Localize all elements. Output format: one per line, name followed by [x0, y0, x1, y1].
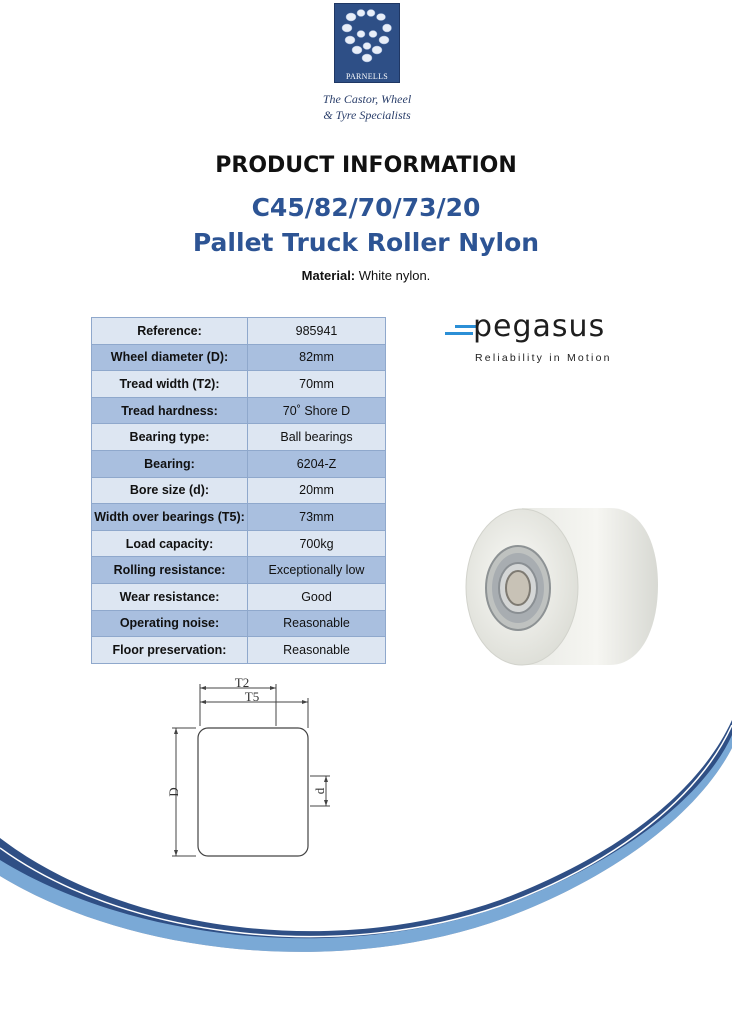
tagline-line-2: & Tyre Specialists: [323, 108, 411, 122]
spec-value: Ball bearings: [248, 424, 386, 451]
spec-key: Operating noise:: [92, 610, 248, 637]
parnells-logo: [334, 3, 400, 83]
spec-key: Floor preservation:: [92, 637, 248, 664]
spec-key: Width over bearings (T5):: [92, 504, 248, 531]
table-row: [92, 637, 386, 664]
pegasus-logo: [445, 309, 620, 368]
spec-key: Rolling resistance:: [92, 557, 248, 584]
spec-value: 73mm: [248, 504, 386, 531]
spec-value: 700kg: [248, 530, 386, 557]
table-row: [92, 610, 386, 637]
spec-value: Good: [248, 583, 386, 610]
table-row: [92, 557, 386, 584]
dim-label-t5: T5: [244, 689, 260, 704]
table-row: [92, 504, 386, 531]
product-name: Pallet Truck Roller Nylon: [192, 228, 540, 257]
product-code: C45/82/70/73/20: [251, 193, 481, 222]
tagline-line-1: The Castor, Wheel: [322, 92, 412, 106]
material-line: [0, 268, 732, 283]
dim-label-d-bore: d: [312, 787, 327, 795]
dim-label-t2: T2: [234, 676, 250, 690]
table-row: [92, 424, 386, 451]
roller-product-image: [460, 500, 665, 675]
spec-value: 82mm: [248, 344, 386, 371]
spec-value: 70˚ Shore D: [248, 397, 386, 424]
dim-label-d-outer: D: [166, 787, 181, 797]
page-title: PRODUCT INFORMATION: [215, 153, 517, 178]
table-row: [92, 344, 386, 371]
table-row: [92, 583, 386, 610]
dimension-drawing: [160, 676, 340, 866]
spec-value: 70mm: [248, 371, 386, 398]
table-row: [92, 371, 386, 398]
table-row: [92, 477, 386, 504]
table-row: [92, 397, 386, 424]
spec-key: Tread width (T2):: [92, 371, 248, 398]
spec-value: 6204-Z: [248, 450, 386, 477]
spec-value: 20mm: [248, 477, 386, 504]
spec-value: 985941: [248, 318, 386, 345]
spec-key: Wear resistance:: [92, 583, 248, 610]
pegasus-tagline: Reliability in Motion: [475, 352, 612, 364]
pegasus-mark-icon: [445, 332, 473, 335]
spec-key: Load capacity:: [92, 530, 248, 557]
spec-value: Exceptionally low: [248, 557, 386, 584]
table-row: [92, 318, 386, 345]
spec-key: Bore size (d):: [92, 477, 248, 504]
spec-key: Tread hardness:: [92, 397, 248, 424]
spec-value: Reasonable: [248, 637, 386, 664]
table-row: [92, 450, 386, 477]
spec-key: Wheel diameter (D):: [92, 344, 248, 371]
spec-key: Bearing:: [92, 450, 248, 477]
spec-value: Reasonable: [248, 610, 386, 637]
spec-table: [91, 317, 386, 664]
spec-key: Reference:: [92, 318, 248, 345]
table-row: [92, 530, 386, 557]
spec-key: Bearing type:: [92, 424, 248, 451]
pegasus-wordmark: pegasus: [473, 309, 606, 344]
material-value: White nylon.: [358, 268, 431, 283]
material-label: Material:: [301, 268, 356, 283]
brand-name: PARNELLS: [345, 72, 389, 81]
